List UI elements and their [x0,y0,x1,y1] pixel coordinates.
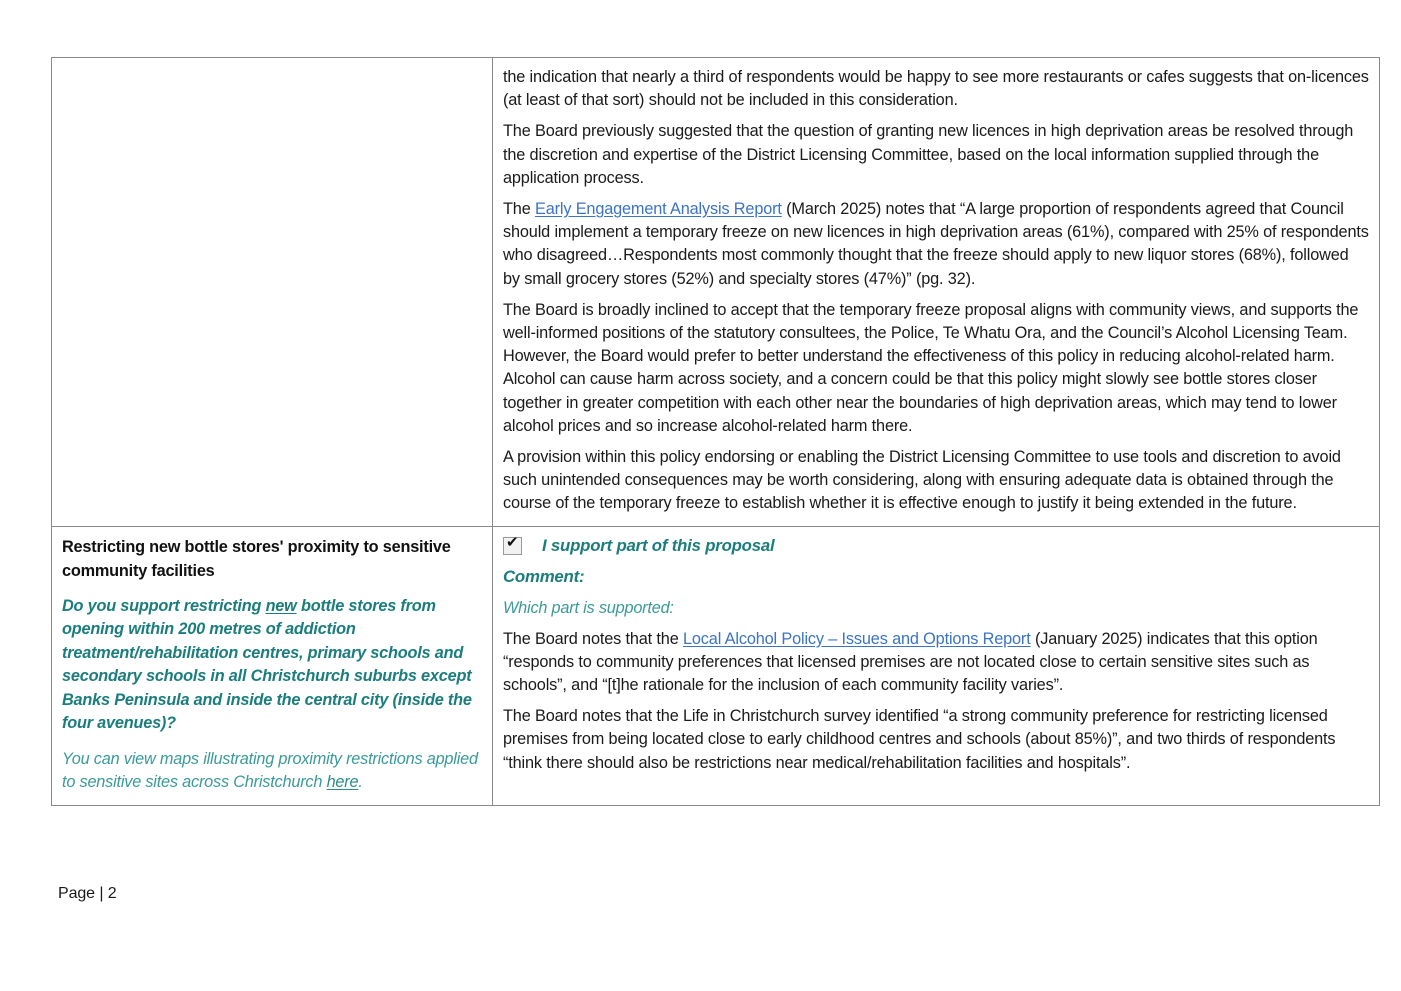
submission-table [51,57,1380,806]
question-note [62,748,482,795]
table-row-continuation [52,58,1380,527]
hyperlink[interactable]: Local Alcohol Policy – Issues and Options Report [683,629,1031,648]
left-cell-question [52,526,493,805]
check-icon: ✔ [506,532,519,551]
paragraph-on-licences [503,66,1369,112]
comment-label: Comment: [503,566,585,586]
paragraph-board-inclined-accept [503,299,1369,438]
text-run: (January 2025) indicates that this option “responds to community preferences that licensed premises are not located close to certain sensitive sites such as schools”, and “[t]he rationale for the inclusion of each community facility varies”. [503,629,1318,695]
text-run: The Board is broadly inclined to accept that the temporary freeze proposal aligns with community views, and supports the well-informed positions of the statutory consultees, the Police, Te Whatu Ora, and the Council’s Alcohol Licensing Team. However, the Board would prefer to better understand the effectiveness of this policy in reducing alcohol-related harm. Alcohol can cause harm across society, and a concern could be that this policy might slowly see bottle stores closer together in greater competition with each other near the boundaries of high deprivation areas, which may tend to lower alcohol prices and so increase alcohol-related harm there. [503,300,1359,435]
question-prompt [62,595,482,736]
left-cell-empty [52,58,493,527]
question-heading: Restricting new bottle stores' proximity to sensitive community facilities [62,537,451,580]
text-run: The Board previously suggested that the question of granting new licences in high deprivation areas be resolved through the discretion and expertise of the District Licensing Committee, based on the local information supplied through the application process. [503,122,1354,187]
right-cell-commentary [493,58,1380,527]
hyperlink[interactable]: Early Engagement Analysis Report [534,200,782,219]
text-run: The [503,200,535,219]
which-part-supported-label: Which part is supported: [503,598,674,617]
text-run: The Board notes that the [503,629,683,648]
text-run: (March 2025) notes that “A large proportion of respondents agreed that Council should implement a temporary freeze on new licences in high deprivation areas (61%), compared with 25% of respondents who disagreed…Respondents most commonly thought that the freeze should apply to new liquor stores (68%), followed by small grocery stores (52%) and specialty stores (47%)” (pg. 32). [503,200,1369,288]
text-run: You can view maps illustrating proximity restrictions applied to sensitive sites across Christchurch [62,749,478,792]
text-run: A provision within this policy endorsing or enabling the District Licensing Committee to use tools and discretion to avoid such unintended consequences may be worth considering, along with ensuring adequate data is obtained through the course of the temporary freeze to establish whether it is effective enough to justify it being extended in the future. [503,448,1341,513]
support-option-row[interactable] [503,532,1369,557]
paragraph-early-engagement-report [503,198,1369,291]
paragraph-life-in-christchurch [503,705,1369,775]
checkbox-support-part[interactable] [503,532,522,555]
right-cell-answer [493,526,1380,805]
text-run: the indication that nearly a third of respondents would be happy to see more restaurants or cafes suggests that on-licences (at least of that sort) should not be included in this consideration. [503,68,1369,110]
page-footer: Page | 2 [58,885,117,902]
emphasis-underline: new [265,596,297,615]
text-run: Do you support restricting [62,596,266,615]
paragraph-local-alcohol-policy [503,628,1369,698]
paragraph-provision-discretion [503,446,1369,516]
text-run: The Board notes that the Life in Christchurch survey identified “a strong community preference for restricting licensed premises from being located close to early childhood centres and schools (about 85%)”, and two thirds of respondents “think there should also be restrictions near medical/rehabilitation facilities and hospitals”. [503,707,1336,772]
text-run: bottle stores from opening within 200 metres of addiction treatment/rehabilitation centres, primary schools and secondary schools in all Christchurch suburbs except Banks Peninsula and inside the central city (inside the four avenues)? [62,596,472,733]
hyperlink[interactable]: here [326,773,359,792]
support-option-label: I support part of this proposal [542,535,775,555]
table-row-proximity-question [52,526,1380,805]
text-run: . [358,773,363,792]
paragraph-board-previous-suggestion [503,120,1369,190]
